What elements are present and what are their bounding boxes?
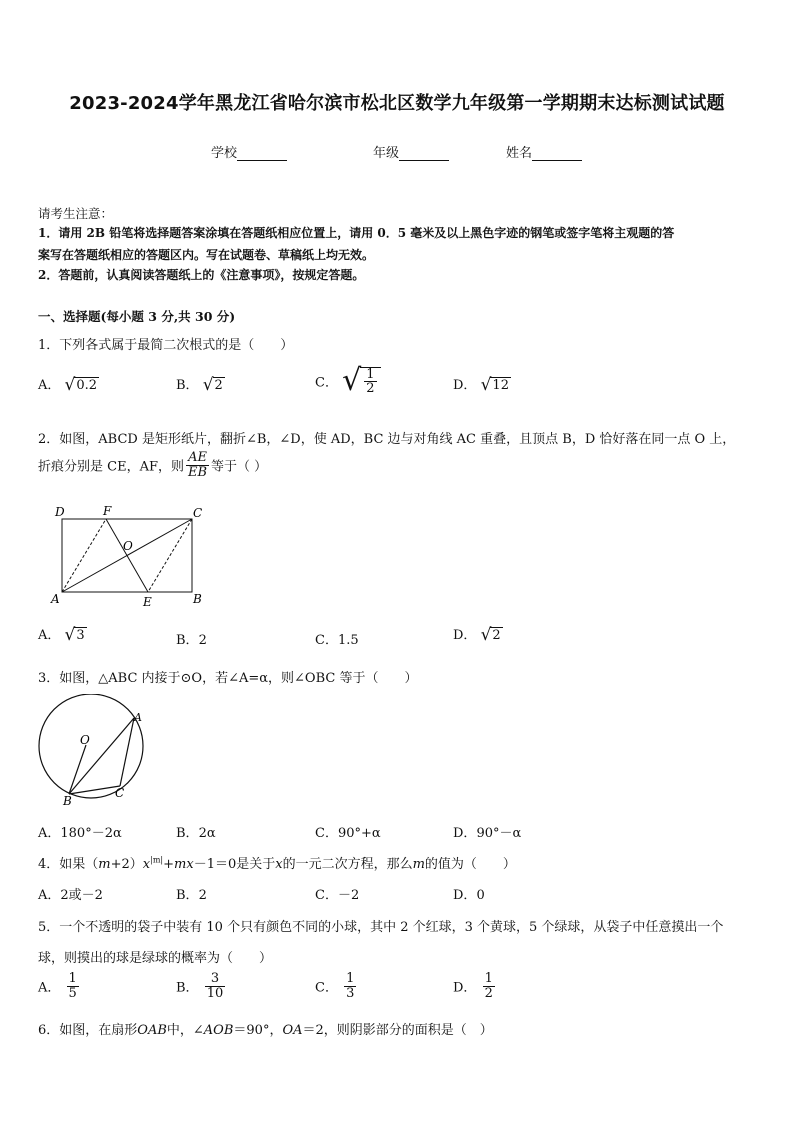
q2-rectangle-figure — [48, 502, 218, 612]
segment-ba — [69, 718, 134, 794]
label-b: B — [193, 592, 202, 606]
q5-option-a[interactable]: A． $\frac{1}{5}$ — [38, 971, 77, 1001]
label-c: C — [193, 506, 203, 520]
sqrt-expression: √ 3 — [64, 625, 85, 645]
q4-option-d[interactable]: D．0 — [453, 888, 485, 903]
q5-stem-line-1: 5．一个不透明的袋子中装有 10 个只有颜色不同的小球，其中 2 个红球，3 个黄球，5 个绿球，从袋子中任意摸出一个 — [38, 920, 724, 935]
fraction: $\frac{1}{3}$ — [346, 971, 355, 1001]
label-o: O — [80, 733, 90, 747]
notice-line-2: 2．答题前，认真阅读答题纸上的《注意事项》，按规定答题。 — [38, 268, 365, 282]
q1-option-b[interactable]: B． √ 2 — [176, 375, 223, 395]
q3-option-c[interactable]: C．90°+α — [315, 826, 381, 841]
grade-label: 年级 — [373, 146, 400, 161]
school-field — [211, 142, 287, 161]
name-label: 姓名 — [506, 146, 533, 161]
q3-option-b[interactable]: B．2α — [176, 826, 216, 841]
fold-af — [62, 519, 106, 592]
q3-option-a[interactable]: A．180°－2α — [38, 826, 122, 841]
fraction: $\frac{1}{5}$ — [68, 971, 77, 1001]
q2-option-d[interactable]: D． √ 2 — [453, 625, 501, 645]
q5-stem-line-2: 球，则摸出的球是绿球的概率为（ ） — [38, 951, 273, 966]
notice-line-1: 1．请用 2B 铅笔将选择题答案涂填在答题纸相应位置上，请用 0．5 毫米及以上黑色字迹的钢笔或签字笔将主观题的答 — [38, 226, 675, 240]
segment-fe — [106, 519, 148, 592]
label-a: A — [134, 711, 142, 724]
notice-line-1b: 案写在答题纸相应的答题区内。写在试题卷、草稿纸上均无效。 — [38, 248, 375, 262]
grade-field — [373, 142, 449, 161]
q1-option-d[interactable]: D． √ 12 — [453, 375, 509, 395]
grade-blank — [399, 146, 449, 161]
q1-stem: 1．下列各式属于最简二次根式的是（ ） — [38, 338, 294, 353]
label-b: B — [63, 794, 72, 808]
segment-ac — [120, 718, 134, 786]
label-c: C — [115, 786, 125, 800]
q2-option-c[interactable]: C．1.5 — [315, 633, 359, 648]
q6-stem: 6．如图，在扇形OAB中，∠AOB＝90°，OA＝2，则阴影部分的面积是（ ） — [38, 1023, 493, 1038]
sqrt-expression: √ 0.2 — [64, 375, 98, 395]
sqrt-expression: √ 12 — [480, 375, 509, 395]
q4-option-a[interactable]: A．2或－2 — [38, 888, 103, 903]
q3-stem: 3．如图，△ABC 内接于⊙O，若∠A=α，则∠OBC 等于（ ） — [38, 671, 418, 686]
page-title: 2023-2024学年黑龙江省哈尔滨市松北区数学九年级第一学期期末达标测试试题 — [69, 93, 725, 114]
q2-stem-line-2: 折痕分别是 CE，AF，则 $\frac{AE}{EB}$ 等于（ ） — [38, 450, 268, 480]
q4-option-b[interactable]: B．2 — [176, 888, 207, 903]
sqrt-expression: √ 2 — [480, 625, 501, 645]
q4-stem: 4．如果$(m+2)x^{|m|}+mx-1=0$是关于x的一元二次方程，那么m的值为（ ） — [38, 855, 516, 872]
label-e: E — [143, 595, 152, 609]
section-heading: 一、选择题(每小题 3 分,共 30 分) — [38, 309, 236, 324]
q2-option-b[interactable]: B．2 — [176, 633, 207, 648]
q3-option-d[interactable]: D．90°－α — [453, 826, 522, 841]
q4-option-c[interactable]: C．－2 — [315, 888, 360, 903]
fraction: $\frac{3}{10}$ — [206, 971, 224, 1001]
q1-option-c[interactable]: C． √ $\frac{1}{2}$ — [315, 366, 381, 396]
name-field — [506, 142, 582, 161]
q5-option-d[interactable]: D． $\frac{1}{2}$ — [453, 971, 493, 1001]
q3-circle-figure — [36, 694, 148, 808]
ae-over-eb: $\frac{AE}{EB}$ — [187, 450, 208, 480]
q1-option-a[interactable]: A． √ 0.2 — [38, 375, 98, 395]
label-d: D — [55, 505, 65, 519]
circle-o — [39, 694, 143, 798]
notice-heading: 请考生注意： — [38, 206, 114, 221]
q2-stem-line-1: 2．如图，ABCD 是矩形纸片，翻折∠B，∠D，使 AD，BC 边与对角线 AC 重叠，且顶点 B，D 恰好落在同一点 O 上， — [38, 432, 736, 447]
q2-option-a[interactable]: A． √ 3 — [38, 625, 85, 645]
school-blank — [237, 146, 287, 161]
fold-ce — [148, 519, 192, 592]
label-o: O — [123, 539, 133, 553]
sqrt-fraction: √ $\frac{1}{2}$ — [342, 366, 380, 396]
segment-ob — [69, 745, 86, 794]
name-blank — [532, 146, 582, 161]
q5-option-b[interactable]: B． $\frac{3}{10}$ — [176, 971, 224, 1001]
label-f: F — [103, 504, 112, 518]
fraction: $\frac{1}{2}$ — [484, 971, 493, 1001]
label-a: A — [51, 592, 60, 606]
school-label: 学校 — [211, 146, 238, 161]
sqrt-expression: √ 2 — [202, 375, 223, 395]
q5-option-c[interactable]: C． $\frac{1}{3}$ — [315, 971, 355, 1001]
